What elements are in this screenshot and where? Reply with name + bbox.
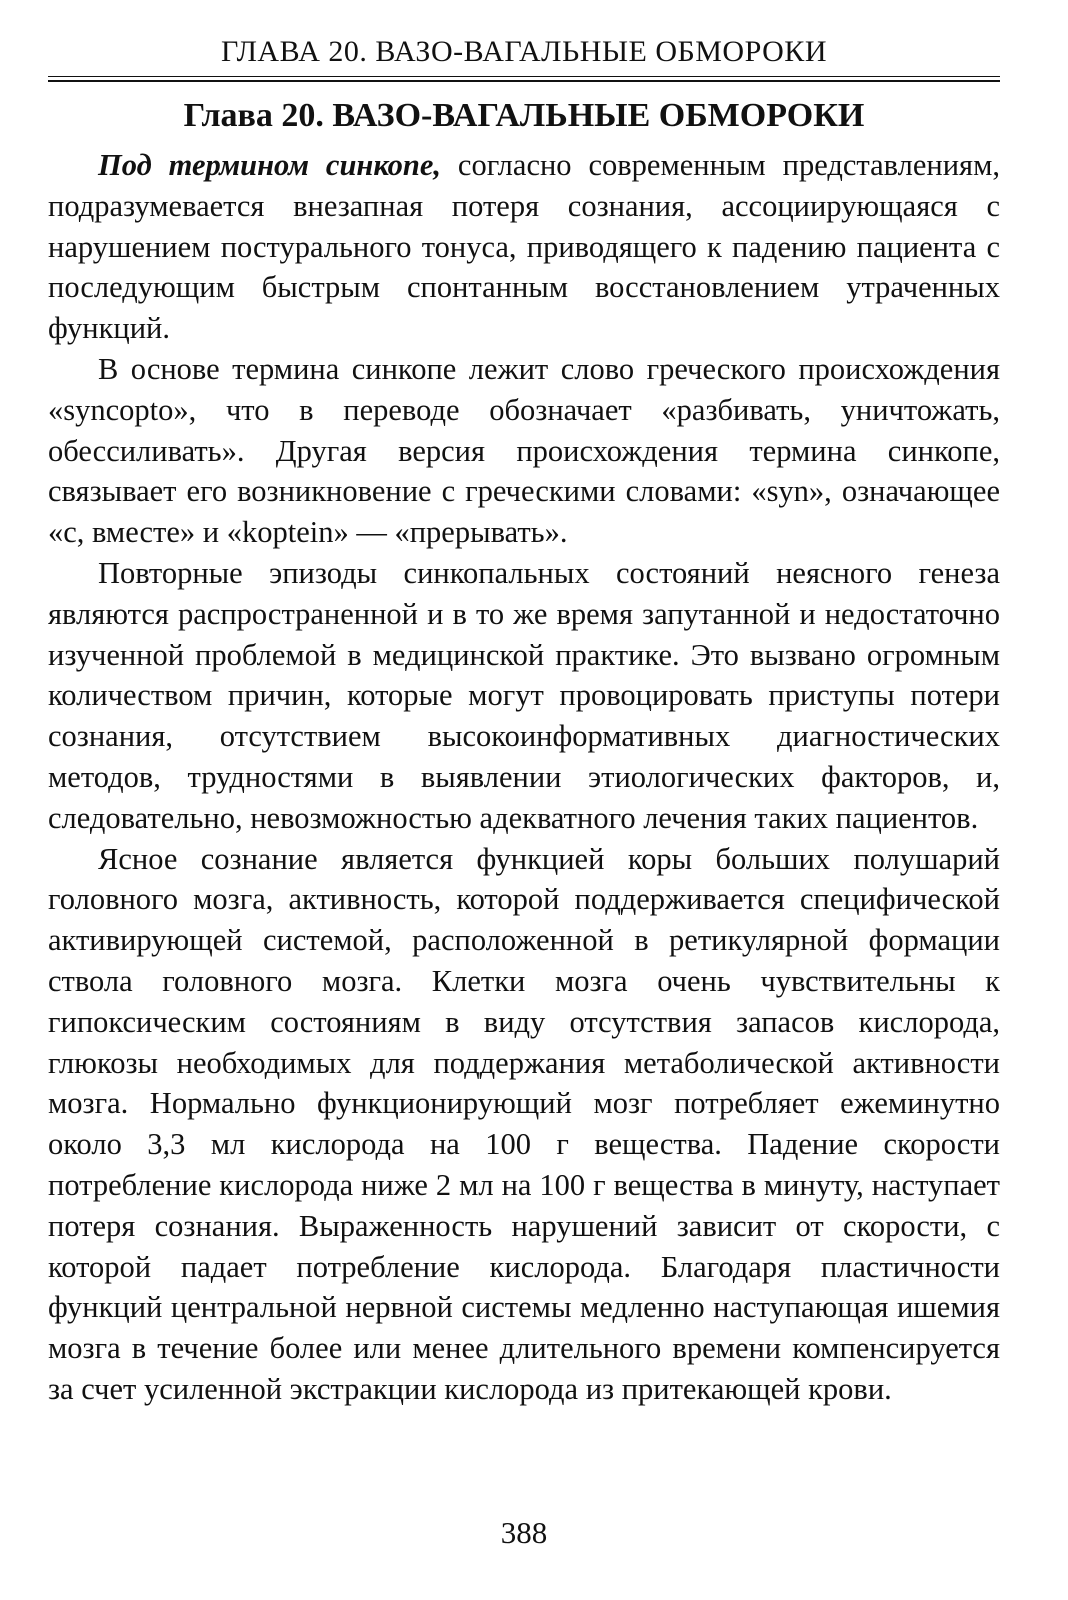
paragraph-2: В основе термина синкопе лежит слово греческого происхождения «syncopto», что в переводе обозначает «разбивать, уничтожать, обессиливать». Другая версия происхождения термина синкопе, связывает его возникновение с греческими словами: «syn», означающее «с, вместе» и «koptein» — «прерывать». [48,351,1000,550]
paragraph-1 [48,145,1000,349]
paragraph-3: Повторные эпизоды синкопальных состояний неясного генеза являются распространенной и в то же время запутанной и недостаточно изученной проблемой в медицинской практике. Это вызвано огромным количеством причин, которые могут провоцировать приступы потери сознания, отсутствием высокоинформативных диагностических методов, трудностями в выявлении этиологических факторов, и, следовательно, невозможностью адекватного лечения таких пациентов. [48,555,1000,835]
header-rule-thin [48,76,1000,77]
paragraph-4: Ясное сознание является функцией коры больших полушарий головного мозга, активность, которой поддерживается специфической активирующей системой, расположенной в ретикулярной формации ствола головного мозга. Клетки мозга очень чувствительны к гипоксическим состояниям в виду отсутствия запасов кислорода, глюкозы необходимых для поддержания метаболической активности мозга. Нормально функционирующий мозг потребляет ежеминутно около 3,3 мл кислорода на 100 г вещества. Падение скорости потребление кислорода ниже 2 мл на 100 г вещества в минуту, наступает потеря сознания. Выраженность нарушений зависит от скорости, с которой падает потребление кислорода. Благодаря пластичности функций центральной нервной системы медленно наступающая ишемия мозга в течение более или менее длительного времени компенсируется за счет усиленной экстракции кислорода из притекающей крови. [48,841,1000,1406]
running-head: ГЛАВА 20. ВАЗО-ВАГАЛЬНЫЕ ОБМОРОКИ [221,35,827,68]
page-number: 388 [500,1515,548,1550]
body-text [48,145,1000,1410]
book-page [48,0,1000,1600]
paragraph-1-text: согласно современным представлениям, подразумевается внезапная потеря сознания, ассоциирующаяся с нарушением постурального тонуса, приводящего к падению пациента с последующим быстрым спонтанным восстановлением утраченных функций. [48,148,1000,346]
header-rule-thick [48,80,1000,82]
chapter-title: Глава 20. ВАЗО-ВАГАЛЬНЫЕ ОБМОРОКИ [183,97,865,134]
defined-term: Под термином синкопе, [98,148,442,182]
